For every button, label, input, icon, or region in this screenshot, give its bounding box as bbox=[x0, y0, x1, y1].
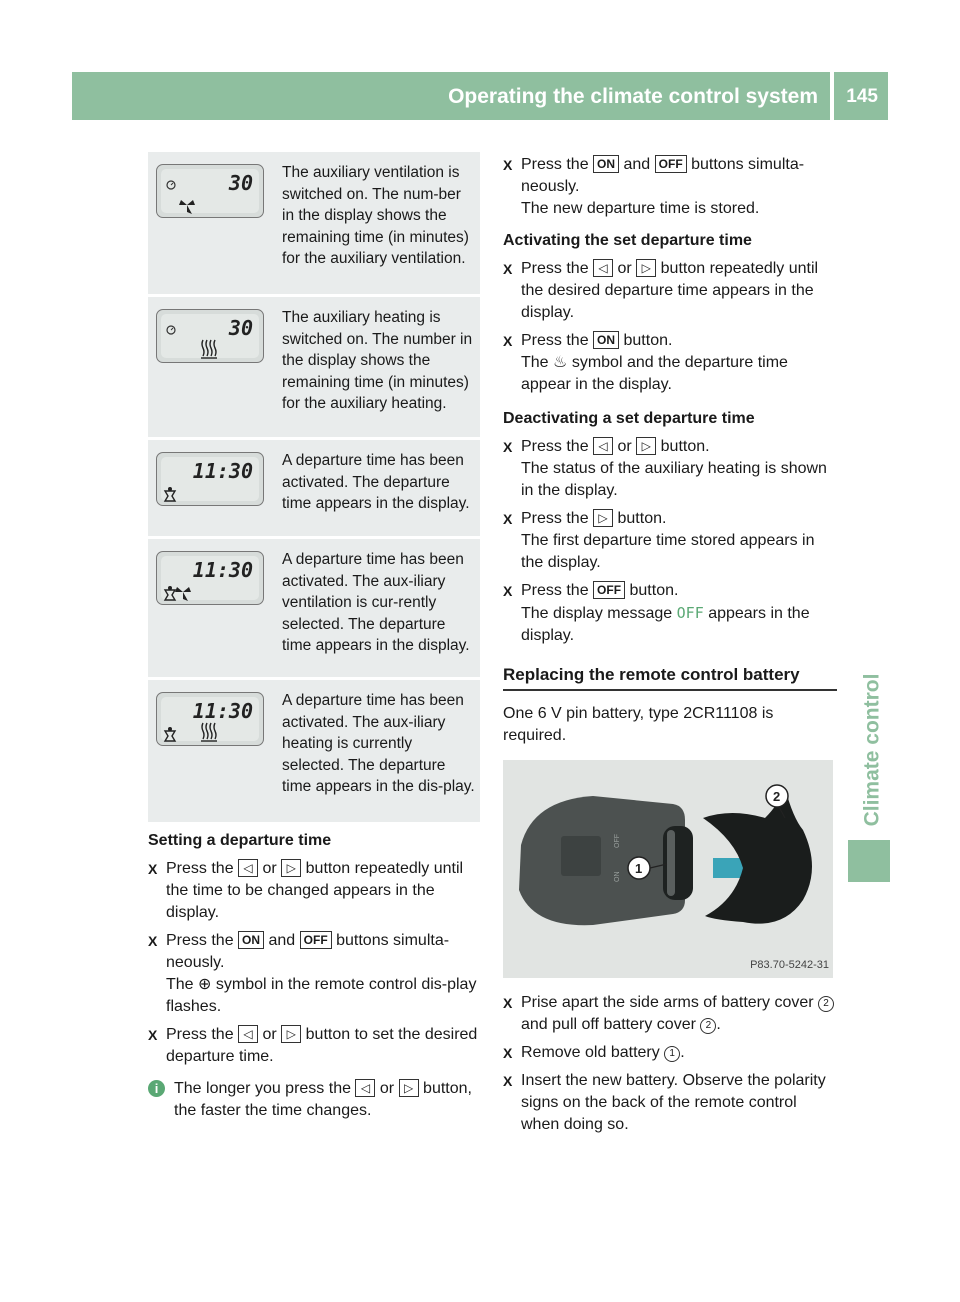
remote-body bbox=[519, 796, 685, 925]
departure-symbol-icon: ⊕ bbox=[198, 976, 212, 993]
step-arrow-icon: X bbox=[148, 1027, 158, 1043]
step-arrow-icon: X bbox=[503, 1073, 513, 1089]
left-key: ◁ bbox=[238, 1025, 258, 1043]
heating-icon bbox=[201, 723, 217, 741]
setting-section bbox=[148, 830, 484, 1122]
side-tab-marker bbox=[848, 840, 890, 882]
step-arrow-icon: X bbox=[148, 933, 158, 949]
step-arrow-icon: X bbox=[503, 995, 513, 1011]
step-arrow-icon: X bbox=[503, 157, 513, 173]
step-arrow-icon: X bbox=[503, 583, 513, 599]
lcd-cell bbox=[148, 152, 274, 294]
display-row bbox=[148, 440, 480, 539]
heading-rule bbox=[503, 689, 837, 691]
lcd-display bbox=[156, 551, 264, 605]
clock-icon bbox=[167, 181, 175, 189]
right-key: ▷ bbox=[281, 1025, 301, 1043]
header-divider bbox=[830, 72, 834, 120]
departure-symbol-icon: ♨ bbox=[553, 354, 568, 371]
lcd-text: 30 bbox=[228, 171, 253, 195]
deactivating-step-2: X Press the ▷ button. The first departure time stored appears in the display. bbox=[503, 510, 815, 571]
step-arrow-icon: X bbox=[148, 861, 158, 877]
step-arrow-icon: X bbox=[503, 439, 513, 455]
display-row bbox=[148, 539, 480, 680]
lcd-cell bbox=[148, 440, 274, 536]
off-display-message: OFF bbox=[676, 604, 704, 622]
off-key: OFF bbox=[655, 155, 687, 173]
lcd-display bbox=[156, 692, 264, 746]
clock-icon bbox=[167, 326, 175, 334]
display-row bbox=[148, 680, 480, 822]
right-key: ▷ bbox=[593, 509, 613, 527]
off-key: OFF bbox=[300, 931, 332, 949]
departure-icon bbox=[165, 586, 175, 600]
remote-off-label: OFF bbox=[614, 834, 621, 848]
lcd-cell bbox=[148, 539, 274, 677]
lcd-text: 30 bbox=[228, 316, 253, 340]
right-key: ▷ bbox=[281, 859, 301, 877]
display-table bbox=[148, 152, 480, 822]
activating-step-2: X Press the ON button. The ♨ symbol and the departure time appear in the display. bbox=[503, 332, 788, 393]
step-arrow-icon: X bbox=[503, 333, 513, 349]
display-description: A departure time has been activated. The aux-iliary heating is currently selected. The departure time appears in the dis-play. bbox=[282, 692, 475, 795]
page-number: 145 bbox=[846, 86, 878, 107]
step-arrow-icon: X bbox=[503, 1045, 513, 1061]
remote-screen bbox=[561, 836, 601, 876]
lcd-display bbox=[156, 309, 264, 363]
deactivating-step-3: X Press the OFF button. The display message OFF appears in the display. bbox=[503, 582, 810, 644]
battery-step-2: X Remove old battery 1 . bbox=[503, 1042, 837, 1064]
photo-caption: P83.70-5242-31 bbox=[750, 959, 829, 971]
callout-2-ref: 2 bbox=[700, 1018, 716, 1034]
display-row bbox=[148, 297, 480, 440]
fan-icon bbox=[175, 587, 191, 601]
right-key: ▷ bbox=[636, 259, 656, 277]
on-key: ON bbox=[593, 331, 619, 349]
callout-1-ref: 1 bbox=[664, 1046, 680, 1062]
display-description: A departure time has been activated. The departure time appears in the display. bbox=[282, 452, 470, 512]
display-description: The auxiliary heating is switched on. The number in the display shows the remaining time (in minutes) for the auxiliary heating. bbox=[282, 309, 473, 412]
lcd-text: 11:30 bbox=[192, 699, 253, 723]
store-step: X Press the ON and OFF buttons simulta-neously. The new departure time is stored. bbox=[503, 156, 805, 217]
setting-heading: Setting a departure time bbox=[148, 832, 332, 849]
remote-illustration bbox=[503, 760, 833, 978]
battery-steps bbox=[503, 986, 837, 1136]
side-tab-label-wrap bbox=[852, 660, 892, 840]
lcd-text: 11:30 bbox=[192, 459, 253, 483]
battery-intro: One 6 V pin battery, type 2CR11108 is required. bbox=[503, 704, 774, 744]
left-key: ◁ bbox=[593, 437, 613, 455]
heating-icon bbox=[201, 340, 217, 358]
display-description: The auxiliary ventilation is switched on. The num-ber in the display shows the remaining time (in minutes) for the auxiliary ventilation. bbox=[282, 164, 469, 267]
right-key: ▷ bbox=[636, 437, 656, 455]
side-tab-label: Climate control bbox=[860, 673, 884, 827]
info-icon: i bbox=[148, 1080, 165, 1097]
on-key: ON bbox=[238, 931, 264, 949]
off-key: OFF bbox=[593, 581, 625, 599]
fan-icon bbox=[179, 200, 195, 214]
setting-step-3: X Press the ◁ or ▷ button to set the desired departure time. bbox=[148, 1026, 478, 1065]
callout-1: 1 bbox=[635, 861, 643, 876]
remote-on-label: ON bbox=[614, 871, 621, 882]
info-note: i The longer you press the ◁ or ▷ button, the faster the time changes. bbox=[148, 1078, 484, 1122]
lcd-display bbox=[156, 164, 264, 218]
right-column bbox=[503, 154, 837, 747]
battery-heading: Replacing the remote control battery bbox=[503, 665, 800, 684]
battery-cover bbox=[703, 788, 812, 924]
on-key: ON bbox=[593, 155, 619, 173]
deactivating-heading: Deactivating a set departure time bbox=[503, 410, 755, 427]
battery-photo bbox=[503, 760, 833, 978]
battery-step-1: X Prise apart the side arms of battery cover 2 and pull off battery cover 2 . bbox=[503, 992, 837, 1036]
setting-step-1: X Press the ◁ or ▷ button repeatedly until the time to be changed appears in the display. bbox=[148, 860, 464, 921]
left-key: ◁ bbox=[355, 1079, 375, 1097]
departure-icon bbox=[165, 487, 175, 501]
header-bar bbox=[72, 72, 888, 120]
battery-step-3: X Insert the new battery. Observe the polarity signs on the back of the remote control when doing so. bbox=[503, 1072, 826, 1133]
lcd-display bbox=[156, 452, 264, 506]
lcd-cell bbox=[148, 297, 274, 437]
activating-step-1: X Press the ◁ or ▷ button repeatedly until the desired departure time appears in the display. bbox=[503, 260, 819, 321]
display-description: A departure time has been activated. The aux-iliary ventilation is cur-rently selected. The departure time appears in the display. bbox=[282, 551, 470, 654]
left-key: ◁ bbox=[593, 259, 613, 277]
battery-highlight bbox=[667, 830, 675, 896]
deactivating-step-1: X Press the ◁ or ▷ button. The status of the auxiliary heating is shown in the display. bbox=[503, 438, 827, 499]
page-title: Operating the climate control system bbox=[448, 85, 818, 108]
lcd-cell bbox=[148, 680, 274, 822]
setting-step-2: X Press the ON and OFF buttons simulta-neously. The ⊕ symbol in the remote control dis-play flashes. bbox=[148, 932, 477, 1015]
callout-2-ref: 2 bbox=[818, 996, 834, 1012]
left-key: ◁ bbox=[238, 859, 258, 877]
display-row bbox=[148, 152, 480, 297]
step-arrow-icon: X bbox=[503, 261, 513, 277]
departure-icon bbox=[165, 727, 175, 741]
activating-heading: Activating the set departure time bbox=[503, 232, 752, 249]
step-arrow-icon: X bbox=[503, 511, 513, 527]
lcd-text: 11:30 bbox=[192, 558, 253, 582]
callout-2: 2 bbox=[773, 789, 781, 804]
right-key: ▷ bbox=[399, 1079, 419, 1097]
